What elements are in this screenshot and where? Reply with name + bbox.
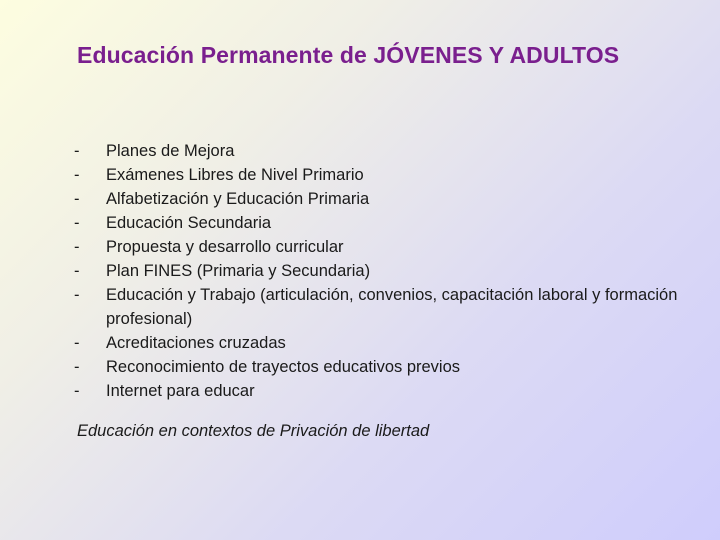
list-item-text: Alfabetización y Educación Primaria	[106, 190, 370, 208]
bullet-dash: -	[74, 238, 80, 256]
list-item	[74, 379, 684, 403]
list-item	[74, 139, 684, 163]
bullet-dash: -	[74, 262, 80, 280]
list-item-text: Planes de Mejora	[106, 142, 235, 160]
list-item-text: Educación y Trabajo (articulación, convenios, capacitación laboral y formación profesional)	[106, 286, 678, 328]
list-item	[74, 211, 684, 235]
list-item-text: Educación Secundaria	[106, 214, 272, 232]
list-item-text: Reconocimiento de trayectos educativos previos	[106, 358, 461, 376]
bullet-list	[74, 139, 684, 403]
list-item-text: Acreditaciones cruzadas	[106, 334, 286, 352]
footer-note: Educación en contextos de Privación de libertad	[77, 422, 430, 440]
list-item	[74, 283, 684, 331]
slide-title: Educación Permanente de JÓVENES Y ADULTOS	[77, 42, 620, 68]
list-item	[74, 187, 684, 211]
list-item-text: Propuesta y desarrollo curricular	[106, 238, 344, 256]
list-item-text: Exámenes Libres de Nivel Primario	[106, 166, 364, 184]
bullet-dash: -	[74, 334, 80, 352]
list-item	[74, 355, 684, 379]
bullet-dash: -	[74, 286, 80, 304]
list-item	[74, 331, 684, 355]
bullet-dash: -	[74, 166, 80, 184]
list-item	[74, 163, 684, 187]
list-item	[74, 259, 684, 283]
list-item	[74, 235, 684, 259]
bullet-dash: -	[74, 358, 80, 376]
bullet-dash: -	[74, 214, 80, 232]
list-item-text: Plan FINES (Primaria y Secundaria)	[106, 262, 371, 280]
bullet-dash: -	[74, 142, 80, 160]
bullet-dash: -	[74, 382, 80, 400]
list-item-text: Internet para educar	[106, 382, 255, 400]
bullet-dash: -	[74, 190, 80, 208]
